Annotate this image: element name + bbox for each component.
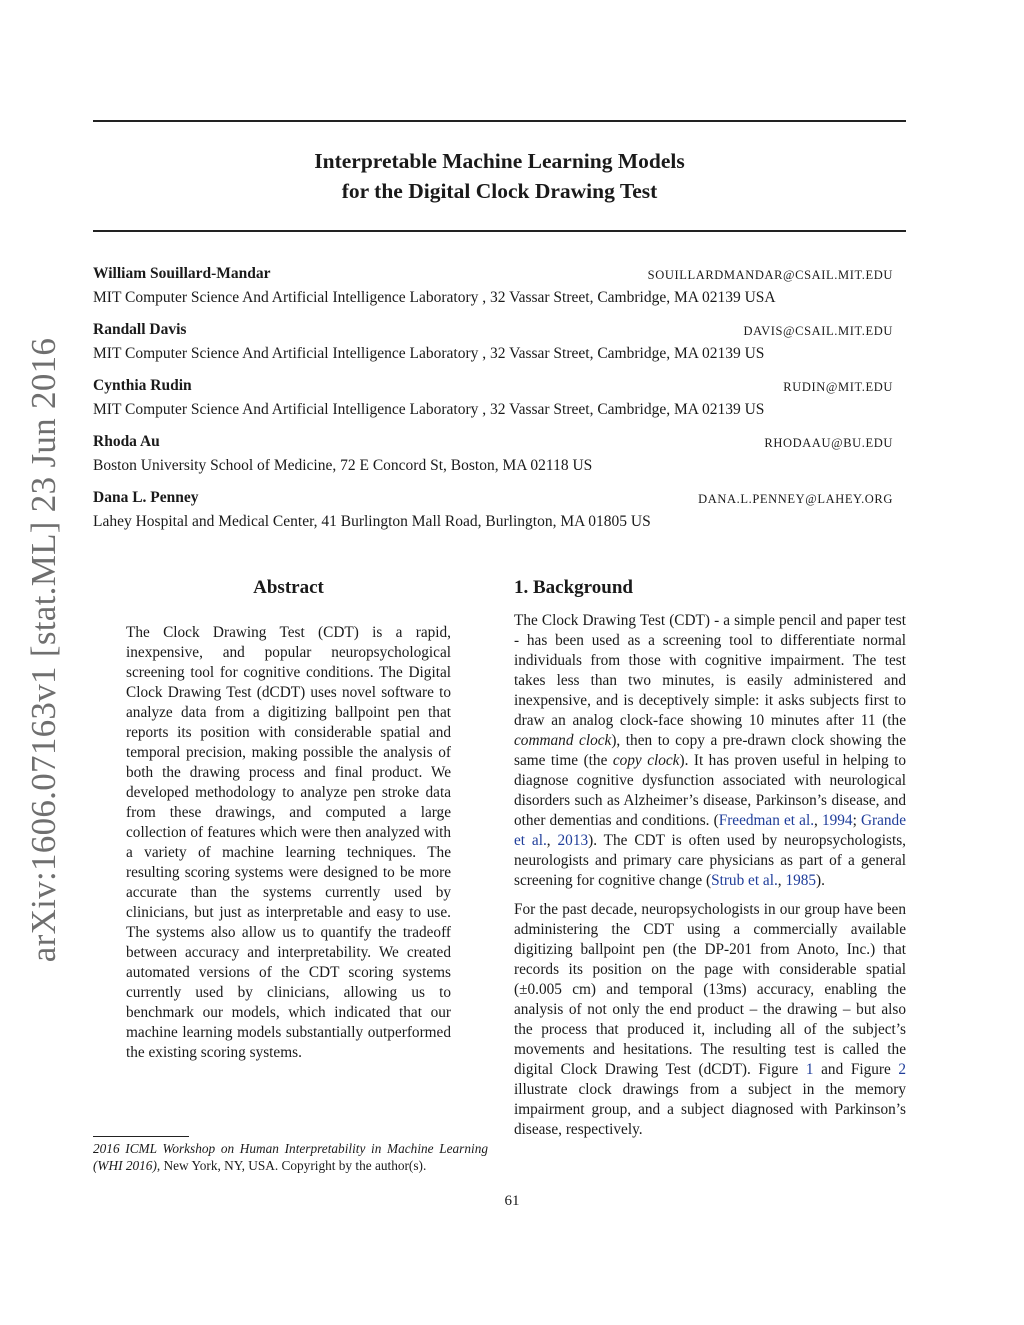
arxiv-stamp: arXiv:1606.07163v1 [stat.ML] 23 Jun 2016 [24,337,63,963]
page-number: 61 [504,1193,520,1209]
title-line-2: for the Digital Clock Drawing Test [341,179,658,203]
background-section [514,575,906,1149]
title-top-rule [93,120,906,122]
author-affiliation: MIT Computer Science And Artificial Intelligence Laboratory , 32 Vassar Street, Cambridge, MA 02139 USA [93,289,776,306]
text-run: and Figure [813,1061,899,1078]
text-run: ). It has proven useful in helping to diagnose cognitive dysfunction associated with neurological disorders such as Alzheimer’s disease, Parkinson’s disease, and other dementias and conditions. ( [514,752,907,829]
author-name: Cynthia Rudin [93,377,192,394]
author-entry [93,431,893,487]
author-entry [93,319,893,375]
citation-link[interactable]: Freedman et al. [718,812,815,829]
author-entry [93,263,893,319]
figure-ref-link[interactable]: 2 [898,1061,907,1078]
author-email[interactable]: DANA.L.PENNEY@LAHEY.ORG [698,492,893,506]
citation-link[interactable]: Grande et al. [514,812,906,849]
background-paragraph-2 [514,900,906,1140]
background-paragraph-1: The Clock Drawing Test (CDT) - a simple pencil and paper test - has been used as a screening tool to differentiate normal individuals from those with cognitive impairment. The test takes less than two minutes, is easily administered and inexpensive, and is deceptively simple: it asks subjects first to draw an analog clock-face showing 10 minutes after 11 (the command clock), then to copy a pre-drawn clock showing the same time (the copy clock). It has proven useful in helping to diagnose cognitive dysfunction associated with neurological disorders such as Alzheimer’s disease, Parkinson’s disease, and other dementias and conditions. (Freedman et al., 1994; Grande et al., 2013). The CDT is often used by neuropsychologists, neurologists and primary care physicians as part of a general screening for cognitive change (Strub et al., 1985). [514,612,907,889]
section-heading: 1. Background [514,577,633,598]
author-affiliation: MIT Computer Science And Artificial Intelligence Laboratory , 32 Vassar Street, Cambridge, MA 02139 US [93,401,765,418]
figure-ref-link[interactable]: 1 [805,1061,814,1078]
author-entry [93,375,893,431]
author-entry [93,487,893,543]
paper-title [93,146,906,206]
author-email[interactable]: RHODAAU@BU.EDU [764,436,893,450]
emphasis-copy-clock: copy clock [612,752,680,769]
author-email[interactable]: SOUILLARDMANDAR@CSAIL.MIT.EDU [647,268,893,282]
author-affiliation: MIT Computer Science And Artificial Intelligence Laboratory , 32 Vassar Street, Cambridge, MA 02139 US [93,345,765,362]
author-affiliation: Boston University School of Medicine, 72 E Concord St, Boston, MA 02118 US [93,457,593,474]
author-name: William Souillard-Mandar [93,265,271,282]
author-name: Randall Davis [93,321,187,338]
emphasis-command-clock: command clock [514,732,612,749]
abstract-section [126,575,451,1063]
text-run: ), then to copy a pre-drawn clock showing the same time (the [514,732,906,769]
text-run: ). The CDT is often used by neuropsychologists, neurologists and primary care physicians as part of a general screening for cognitive change ( [514,832,906,889]
author-email[interactable]: DAVIS@CSAIL.MIT.EDU [743,324,893,338]
citation-year-link[interactable]: 2013 [557,832,589,849]
text-run: illustrate clock drawings from a subject in the memory impairment group, and a subject diagnosed with Parkinson’s disease, respectively. [514,1081,906,1138]
abstract-heading: Abstract [253,577,324,598]
author-email[interactable]: RUDIN@MIT.EDU [783,380,893,394]
text-run: ). [816,872,825,889]
footnote-copyright: , New York, NY, USA. Copyright by the author(s). [156,1158,427,1173]
title-bottom-rule [93,230,906,232]
citation-year-link[interactable]: 1994 [821,812,853,829]
footnote-rule [93,1136,189,1137]
footnote [93,1140,488,1174]
author-affiliation: Lahey Hospital and Medical Center, 41 Burlington Mall Road, Burlington, MA 01805 US [93,513,651,530]
title-line-1: Interpretable Machine Learning Models [314,149,685,173]
citation-year-link[interactable]: 1985 [785,872,817,889]
text-run: For the past decade, neuropsychologists in our group have been administering the CDT using a commercially available digitizing ballpoint pen (the DP-201 from Anoto, Inc.) that records its position on the page with considerable spatial (±0.005 cm) and temporal (13ms) accuracy, enabling the analysis of not only the end product – the drawing – but also the process that produced it, including all of the subject’s movements and hesitations. The resulting test is called the digital Clock Drawing Test (dCDT). Figure [514,901,906,1078]
footnote-venue: 2016 ICML Workshop on Human Interpretability in Machine Learning (WHI 2016) [93,1141,488,1173]
text-run: The Clock Drawing Test (CDT) - a simple pencil and paper test - has been used as a screening tool to differentiate normal individuals from those with cognitive impairment. The test takes less than two minutes, is easily administered and inexpensive, and is deceptively simple: it asks subjects first to draw an analog clock-face showing 10 minutes after 11 (the [514,612,906,729]
author-name: Rhoda Au [93,433,160,450]
abstract-body: The Clock Drawing Test (CDT) is a rapid, inexpensive, and popular neuropsychological screening tool for cognitive conditions. The Digital Clock Drawing Test (dCDT) uses novel software to analyze data from a digitizing ballpoint pen that reports its position with considerable spatial and temporal precision, making possible the analysis of both the drawing process and final product. We developed methodology to analyze pen stroke data from these drawings, and computed a large collection of features which were then analyzed with a variety of machine learning techniques. The resulting scoring systems were designed to be more accurate than the systems currently used by clinicians, but just as interpretable and easy to use. The systems also allow us to quantify the tradeoff between accuracy and interpretability. We created automated versions of the CDT scoring systems currently used by clinicians, allowing us to benchmark our models, which indicated that our machine learning models substantially outperformed the existing scoring systems. [126,624,451,1061]
citation-link[interactable]: Strub et al. [711,872,778,889]
author-block [93,263,893,543]
author-name: Dana L. Penney [93,489,199,506]
